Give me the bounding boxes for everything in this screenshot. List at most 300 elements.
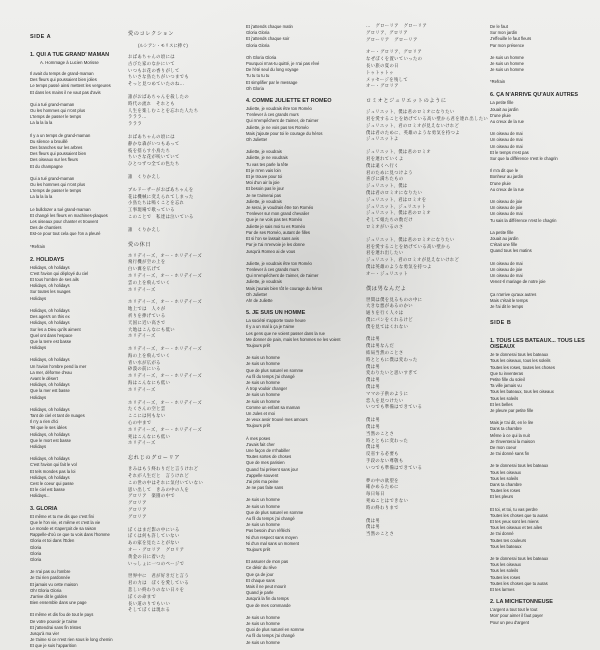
lyric-line: Mais j'aurais bien tôt le courage du héros xyxy=(246,285,323,291)
lyric-line: Bien ensemble dans une page xyxy=(30,600,87,606)
lyric-line: Me donner de pain, mais les hommes ne les voient xyxy=(246,336,341,342)
lyric-line: そして娘たちの数だけ xyxy=(366,218,413,224)
lyric-line: Je suis un homme xyxy=(246,361,280,367)
lyric-line: Tous les oiseaux, tous les soleils xyxy=(490,358,551,364)
lyric-stanza xyxy=(366,337,482,412)
lyric-line: Mais j'ajoute pour toi le courage du héros xyxy=(246,130,323,136)
lyric-line: Et simplifier par le message xyxy=(246,79,298,85)
lyric-line: Même à ce qui la nuit xyxy=(490,432,530,438)
lyric-line: Ta ville jamais vu xyxy=(490,383,522,389)
lyric-line: 大きな悪があるのかい xyxy=(366,304,413,310)
lyric-line: Le temps passé ainsi mettent les vergeures xyxy=(30,83,111,89)
lyric-line: Holidays, oh holidays xyxy=(30,264,70,270)
lyric-line: Je suis un homme xyxy=(246,522,280,528)
lyric-line: 飛行機が空の上を xyxy=(128,260,166,266)
lyric-line: 静かな森がいつもあって xyxy=(128,141,180,147)
lyric-line: Les oiseaux pour chanter et trouvent xyxy=(30,219,98,225)
lyric-line: ホリデイーズ xyxy=(128,441,156,447)
lyric-stanza xyxy=(246,318,374,349)
lyric-line: Et tes larmes xyxy=(490,587,515,593)
lyric-line: Par mon présence xyxy=(490,42,525,48)
lyric-line: 誰がおばあちゃんを殺したの xyxy=(128,94,190,100)
lyric-line: Holidays, oh holidays xyxy=(30,357,70,363)
lyric-line: Je suis un homme xyxy=(246,392,280,398)
lyric-line: 僕は男 xyxy=(366,525,381,531)
lyric-stanza xyxy=(128,467,238,521)
lyric-line: Le monde et s'aperçoit de sa raison xyxy=(30,525,97,531)
lyric-line: 君のために見つけよう xyxy=(366,170,413,176)
lyric-line: オー・グロリア、グロリア xyxy=(366,50,423,56)
lyric-line: Tous les oiseaux et tes ailes xyxy=(490,525,543,531)
lyric-stanza xyxy=(490,230,590,255)
lyric-line: 世間は僕を見るものの中に xyxy=(366,297,423,303)
lyric-line: Holidays, oh holidays xyxy=(30,406,70,412)
lyric-stanza xyxy=(128,55,238,89)
lyric-line: 僕は男 xyxy=(366,445,381,451)
lyric-line: Ou les hommes qui n'ont plus xyxy=(30,108,86,114)
lyric-line: Je pleure par petite fille xyxy=(490,407,534,413)
lyric-stanza xyxy=(490,100,590,125)
lyric-line: Je suis un homme xyxy=(246,379,280,385)
lyric-line: 死ぬことはできない xyxy=(366,499,409,505)
lyric-line: グローリア グローリア xyxy=(366,37,418,43)
lyric-line: 当然のことさ xyxy=(366,431,395,437)
lyric-line: Juliette, je voudrais xyxy=(246,279,282,285)
lyric-stanza xyxy=(366,479,482,513)
lyric-line: Mais je t'ai dit, en le lire xyxy=(490,420,534,426)
lyric-line: ジュリエット、君のロミオが見えないけれど xyxy=(366,123,460,129)
lyric-line: Qui a tué grand-maman xyxy=(30,175,75,181)
lyric-line: Et même et tu me dis que c'est fini xyxy=(30,513,94,519)
lyric-line: J'avais fait cher xyxy=(246,441,275,447)
lyric-line: Je suis un homme xyxy=(246,639,280,645)
lyric-stanza xyxy=(128,300,238,341)
lyric-line: 天国に近い高さで xyxy=(128,320,166,326)
lyric-line: ちいさな鳥たちがいつまでも xyxy=(128,75,190,81)
lyric-line: Gloria et toi dans l'Eden xyxy=(30,538,75,544)
lyric-stanza xyxy=(128,401,238,449)
lyric-line: Que la terre est basse xyxy=(30,338,72,344)
lyric-stanza xyxy=(490,168,590,193)
lyric-line: 君を愛することを妨げている高い壁から君を連れ出したい xyxy=(366,116,489,122)
lyric-stanza xyxy=(490,420,590,457)
lyric-stanza xyxy=(128,528,238,569)
lyric-line: Venez-Il mariage de notre joie xyxy=(490,279,546,285)
lyric-line: Et je trouve pour toi xyxy=(246,174,283,180)
lyric-line: T'enlever sur mon grand chevalier xyxy=(246,211,310,217)
lyric-line: そっと見つめていたのね… xyxy=(128,82,185,88)
lyric-line: Et le temps n'est pas xyxy=(490,149,529,155)
column-1-french-side-a xyxy=(30,24,120,649)
lyric-line: 時とともに変わった xyxy=(366,438,409,444)
lyric-line: Toujours prêt xyxy=(246,547,271,553)
lyric-stanza xyxy=(366,418,482,472)
lyric-line: Toutes les roses xyxy=(490,488,521,494)
lyric-line: Tu vas tes parle la tête xyxy=(246,161,289,167)
lyric-line: Sur que la différence n'est le chagrin xyxy=(490,156,558,162)
column-2-japanese xyxy=(128,24,238,614)
lyric-line: ジュリエット、ジュリエット xyxy=(366,204,427,210)
lyric-line: J'arrive dit le golden xyxy=(30,594,68,600)
lyric-line: Tu tu tu tu tu xyxy=(246,73,270,79)
lyric-line: Et jamais vu cette maison xyxy=(30,581,78,587)
lyric-line: Et j'attendrai sans fin tristes xyxy=(30,624,82,630)
lyric-line: 喜びに満ちたもの xyxy=(366,177,404,183)
lyric-line: あの家を見たことがない xyxy=(128,541,180,547)
lyric-stanza xyxy=(366,50,482,91)
lyric-line: 手段のない尊敬も xyxy=(366,459,404,465)
lyric-line: Il avait du temps de grand-maman xyxy=(30,71,94,76)
lyric-line: D'une pluie xyxy=(490,180,511,186)
lyric-line: Au creux de la rue xyxy=(490,119,524,125)
lyric-line: Il y a un mal à ça je t'aime xyxy=(246,324,295,330)
lyric-line: Je te donnerai tous les bateaux xyxy=(490,463,549,469)
lyric-line: ホリデイーズ、オー・ホリデイーズ xyxy=(128,253,203,259)
lyric-line: ホリデイーズ、オー・ホリデイーズ xyxy=(128,427,203,433)
lyric-line: ジュリエット、僕は xyxy=(366,184,408,190)
lyric-line: ぼくは何も許していない xyxy=(128,534,180,540)
lyric-line: Oh! Gloria Gloria xyxy=(30,587,62,593)
lyric-line: Je ne t'aimerai pas xyxy=(246,192,282,198)
lyric-line: 僕は君のロミオになりたい xyxy=(366,190,423,196)
lyric-line: 海の上を飛んでいく xyxy=(128,353,171,359)
lyric-stanza xyxy=(30,569,120,606)
lyric-stanza xyxy=(128,574,238,615)
lyric-line: Holidays, oh holidays xyxy=(30,320,70,326)
lyric-line: Tous les soleils xyxy=(490,475,519,481)
lyric-line: Un oiseau de joie xyxy=(490,199,523,205)
lyric-line: Il m'a dit que le xyxy=(490,168,519,174)
lyric-line: J'appelle souvent xyxy=(246,472,279,478)
lyric-line: ちいさな花が咲いていて xyxy=(128,155,180,161)
lyric-line: Je ne pas faite sans xyxy=(246,485,284,491)
lyric-line: この世の中はそれに気付いていない xyxy=(128,480,204,486)
lyric-line: Que de mes parisien xyxy=(246,460,285,466)
lyric-line: Et besoin pas le jour xyxy=(246,186,284,192)
lyric-stanza xyxy=(490,199,590,224)
lyric-line: J'effeuille le faut fleurs xyxy=(490,36,532,42)
lyric-line: Je t'ai rien pardonnée xyxy=(30,575,71,581)
lyric-line: Que le l'on vie, et même et c'est la vie xyxy=(30,519,101,525)
lyric-line: 時とともに僕は変わった xyxy=(366,357,418,363)
lyric-line: Ou les hommes qui n'ont plus xyxy=(30,182,86,188)
lyric-line: オー・グロリア xyxy=(366,84,399,90)
lyric-line: Ça n'arrive qu'aux autres xyxy=(490,291,537,297)
lyric-line: 時代の流れ それとも xyxy=(128,101,175,107)
lyric-line: Jouait au jardin xyxy=(490,236,519,242)
column-5-french-side-b xyxy=(490,24,590,625)
lyric-line: Et toi, et toi, tu vas perdre xyxy=(490,506,538,512)
lyric-line: Gloria xyxy=(30,550,42,556)
lyric-line: 変わりたいと思いすぎて xyxy=(366,371,418,377)
lyric-line: Je t'ai donné sans fin xyxy=(490,451,530,457)
lyric-line: ホリデイーズ、オー・ホリデイーズ xyxy=(128,273,203,279)
lyric-line: 大地はこんなにも低い xyxy=(128,327,175,333)
lyric-stanza xyxy=(128,135,238,169)
song-title: 6. ÇA N'ARRIVE QU'AUX AUTRES xyxy=(490,92,579,99)
lyric-line: Juliette, je voudrais xyxy=(246,149,282,155)
lyric-stanza xyxy=(246,559,374,609)
lyric-line: 恋人を見つけたい xyxy=(366,398,404,404)
lyric-line: Ce désir du rêve xyxy=(246,565,277,571)
song-subtitle: (ルシアン・モリスに捧ぐ) xyxy=(138,43,188,48)
lyric-stanza xyxy=(30,407,120,450)
lyric-stanza xyxy=(366,298,482,332)
lyric-line: Et même et dis fou de tout le pays xyxy=(30,612,94,618)
lyric-line: Je te donnerai tous les bateaux xyxy=(490,352,549,358)
lyric-line: ホリデイーズ、オー・ホリデイーズ xyxy=(128,300,203,306)
lyric-line: Juliette, je ne voudrais xyxy=(246,155,288,161)
lyric-line: Holidays xyxy=(30,345,47,351)
lyric-line: ママの子供のように xyxy=(366,391,409,397)
lyric-line: Je suis un homme xyxy=(246,621,280,627)
lyric-line: グロリア xyxy=(128,501,147,507)
lyric-line: Sur les a Dieu qu'ils aiment xyxy=(30,326,81,332)
lyric-line: Je suis un homme xyxy=(246,503,280,509)
lyric-line: 花は機械に変えられてしまった xyxy=(128,194,194,200)
lyric-line: 誰 くりかえし xyxy=(128,174,161,180)
lyric-stanza xyxy=(30,133,120,170)
lyric-line: トゥトゥトゥ xyxy=(366,70,394,76)
lyric-line: Quand l'ai présent sans jour xyxy=(246,466,299,472)
lyric-line: Qui m'empêchent de t'aimer, de t'aimer xyxy=(246,118,319,124)
lyric-stanza xyxy=(30,514,120,564)
lyric-line: 僕は男 xyxy=(366,385,381,391)
lyric-line: Tous les soleils xyxy=(490,395,519,401)
lyric-line: ここには何もない xyxy=(128,414,166,420)
lyric-line: ジュリエット、僕は君のロミオになりたい xyxy=(366,237,455,243)
lyric-line: Jouait au jardin xyxy=(490,106,519,112)
lyric-line: Que tu inventeras xyxy=(490,370,524,376)
lyric-line: ジュリエット、君のロミオが見えないけれど xyxy=(366,258,460,264)
lyric-line: Tous les oiseaux xyxy=(490,469,521,475)
song-title: 1. TOUS LES BATEAUX... TOUS LES OISEAUX xyxy=(490,338,585,351)
lyric-line: それが人生だと 言うけれど xyxy=(128,474,190,480)
lyric-line: … グローリア グローリア xyxy=(366,24,428,29)
lyric-line: L'temps de passer le temps xyxy=(30,114,82,120)
side-label: SIDE A xyxy=(30,34,52,40)
lyric-line: グロリア、グロリア xyxy=(366,30,408,36)
lyric-line: 時の終わりまで xyxy=(366,505,399,511)
lyric-line: ぼくはまだ影の中にいる xyxy=(128,527,180,533)
lyric-line: D'une pluie xyxy=(490,112,511,118)
lyric-line: Et dans les mains il ne vaut pas d'avis xyxy=(30,89,101,95)
song-title: ロミオとジュリエットのように xyxy=(366,98,447,105)
lyric-line: Juliette je sais moi tu es Roméo xyxy=(246,223,306,229)
lyric-stanza xyxy=(30,176,120,201)
lyric-line: Et que je suis l'apparition xyxy=(30,643,77,649)
lyric-line: Que ça de jour xyxy=(246,571,274,577)
lyric-line: Que je ne vois pas tes Roméo xyxy=(246,217,303,223)
lyric-line: 夢の中の欲望を xyxy=(366,478,399,484)
lyric-line: 僕は男 xyxy=(366,425,381,431)
lyric-line: C'est l'avion qui déployé du ciel xyxy=(30,270,89,276)
lyric-line: 僕は君のために、英雄のような勇気を持つよ xyxy=(366,130,460,136)
lyric-line: T'enlever à ces grands murs xyxy=(246,112,299,118)
lyric-line: Je t'aime si ce n'est rien sous le long chemin xyxy=(30,637,113,643)
lyric-stanza xyxy=(490,292,590,311)
lyric-line: Holidays, oh holidays xyxy=(30,474,70,480)
lyric-line: Je suis un homme xyxy=(246,355,280,361)
lyric-line: ホリデイーズ xyxy=(128,334,156,340)
lyric-line: Des de chantiers xyxy=(30,225,62,231)
lyric-line: Et tous l'ombre de ses ails xyxy=(30,277,79,283)
lyric-line: ロミオがいるのさ xyxy=(366,224,404,230)
lyric-line: La petite fille xyxy=(490,100,514,106)
lyric-line: Du silence a brouillé xyxy=(30,138,68,144)
song-title: 5. JE SUIS UN HOMME xyxy=(246,310,306,317)
lyric-line: 確かめるために xyxy=(366,485,399,491)
lyric-line: Qui m'empêchent de t'aimer, de t'aimer xyxy=(246,273,319,279)
song-title: 4. COMME JULIETTE ET ROMEO xyxy=(246,98,332,105)
lyric-line: De le faut xyxy=(490,24,508,29)
lyric-line: 通りを行く人々は xyxy=(366,311,404,317)
lyric-line: Holidays, oh holidays xyxy=(30,307,70,313)
lyric-stanza xyxy=(30,265,120,302)
lyric-stanza xyxy=(490,352,590,414)
lyric-line: Gloria Gloria xyxy=(246,30,270,36)
lyric-line: Je t'inventerai la maison xyxy=(490,438,535,444)
lyric-line: 誰 くりかえし xyxy=(128,227,161,233)
lyric-line: Je suis un homme xyxy=(490,67,524,73)
lyric-line: À trop vouloir changer xyxy=(246,386,287,392)
lyric-line: Ni d'un mal sans un moment xyxy=(246,540,299,546)
lyric-stanza xyxy=(246,149,374,254)
lyric-line: Je suis un homme xyxy=(490,54,524,60)
lyric-line: Juliette, je voudrais être ton Roméo xyxy=(246,106,312,112)
lyric-line: 僕は男 xyxy=(366,337,381,343)
lyric-line: 僕にパンをくれるけど xyxy=(366,317,413,323)
lyric-line: 枝を揺らす小鳥たち xyxy=(128,148,171,154)
song-title: 3. GLORIA xyxy=(30,505,58,512)
lyric-line: 僕は英雄のような勇気を持つよ xyxy=(366,264,432,270)
lyric-line: 青い水が広がる xyxy=(128,360,161,366)
lyric-stanza xyxy=(490,131,590,162)
lyric-line: Sur toutes les nuages xyxy=(30,289,71,295)
song-title: 愛のコレクション xyxy=(128,31,175,37)
lyric-stanza xyxy=(490,261,590,286)
lyric-line: Dans ta chambre xyxy=(490,481,522,487)
lyric-line: ブルドーザーがおばあちゃんを xyxy=(128,187,194,193)
lyric-line: Le bulldozer a tué grand-maman xyxy=(30,206,91,212)
lyric-line: 君を連れていくよ xyxy=(366,156,404,162)
lyric-line: Au fil du temps j'ai changé xyxy=(246,373,295,379)
refrain-note: *Refrain xyxy=(30,243,46,249)
lyric-line: Holidays, oh holidays xyxy=(30,456,70,462)
lyric-line: 海はこんなにも低い xyxy=(128,381,171,387)
lyric-line: Toujours prêt xyxy=(246,342,271,348)
lyric-line: De mon coeur xyxy=(490,444,517,450)
lyric-stanza xyxy=(490,556,590,593)
lyric-line: Holidays xyxy=(30,295,47,301)
lyric-line: Cest le coeur qui passe xyxy=(30,480,74,486)
lyric-stanza xyxy=(246,615,374,646)
lyric-line: La mer, déforme d'eau xyxy=(30,369,72,375)
lyric-line: 僕は男 xyxy=(366,378,381,384)
lyric-line: Je suis un homme xyxy=(490,61,524,67)
lyric-line: Mais c'était le temps xyxy=(490,297,528,303)
lyric-line: Holidays, oh holidays xyxy=(30,431,70,437)
lyric-stanza xyxy=(30,102,120,127)
lyric-line: Tu sais la différence n'est le chagrin xyxy=(490,217,557,223)
lyric-line: Quand je parle xyxy=(246,590,274,596)
lyric-line: Que la mer est basse xyxy=(30,388,70,394)
lyric-stanza xyxy=(366,110,489,144)
lyric-stanza xyxy=(128,347,238,395)
lyric-stanza xyxy=(366,150,482,232)
lyric-line: Toutes les choses que tu auras xyxy=(490,580,548,586)
lyric-line: Juliette, je voudrais être ton Roméo xyxy=(246,260,312,266)
lyric-line: Je suis un homme xyxy=(246,497,280,503)
lyric-line: Gloria Gloria xyxy=(246,42,270,48)
lyric-stanza xyxy=(30,357,120,400)
lyric-line: 工事現場で歌っている xyxy=(128,208,175,214)
lyric-line: Et changé les fleurs en machines-plaques xyxy=(30,212,108,218)
lyric-line: Toutes les roses xyxy=(490,574,521,580)
lyric-line: いっしょに一つのページで xyxy=(128,561,185,567)
lyric-line: De l'été seul du long voyage xyxy=(246,67,299,73)
lyric-line: Holidays... xyxy=(30,493,50,499)
lyric-line: L'temps de passer le temps xyxy=(30,188,82,194)
lyric-stanza xyxy=(366,238,482,279)
lyric-stanza xyxy=(128,228,238,235)
song-title: 2. HOLIDAYS xyxy=(30,256,65,263)
lyric-line: 僕は男なんだ xyxy=(366,344,395,350)
lyric-line: 君を愛することを妨げている高い壁から xyxy=(366,244,451,250)
lyric-line: 結局当然のことさ xyxy=(366,351,404,357)
lyric-line: Je t'ai donné xyxy=(490,531,514,537)
lyric-stanza xyxy=(246,24,374,49)
lyric-line: 僕は男 xyxy=(366,518,381,524)
lyric-line: Un oiseau de mai xyxy=(490,260,523,266)
lyric-line: T'enlever à ces grands murs xyxy=(246,266,299,272)
lyric-line: Tous les soleils xyxy=(490,568,519,574)
lyric-line: Un Jules et moi xyxy=(246,410,275,416)
lyric-line: Oh Gloria Gloria xyxy=(246,54,277,60)
lyric-line: ぼくの命まで xyxy=(128,594,157,600)
lyric-line: Quand tous les matins xyxy=(490,248,532,254)
lyric-line: Rappelle-d'où ce que tu vois dans l'homme xyxy=(30,532,110,538)
lyric-stanza xyxy=(490,24,590,49)
lyric-line: ラララ… xyxy=(128,115,147,121)
lyric-line: Un l'avion l'ombre pend la mer xyxy=(30,363,87,369)
lyric-line: Je suis un homme xyxy=(246,614,280,620)
lyric-line: Toutes les choses que tu auras xyxy=(490,512,548,518)
lyric-line: Dans ta chambre xyxy=(490,426,522,432)
lyric-line: Au fil du temps j'ai changé xyxy=(246,516,295,522)
lyric-line: Comme un enfant sa maman xyxy=(246,404,300,410)
lyric-line: Qui a tué grand-maman xyxy=(30,101,75,107)
lyric-line: Toutes tes couleurs xyxy=(490,537,527,543)
lyric-line: Tous les bateaux xyxy=(490,543,522,549)
column-4-japanese xyxy=(366,24,489,592)
lyric-line: ラララ xyxy=(128,122,143,128)
lyric-line: 悲しい終わりのない日々を xyxy=(128,588,185,593)
lyric-stanza xyxy=(246,436,374,492)
lyric-stanza xyxy=(490,507,590,550)
lyric-line: Juliette, je voudrais xyxy=(246,198,282,204)
lyric-line: Et j'attends chaque soir xyxy=(246,36,290,42)
lyric-line: Il y a un temps de grand-maman xyxy=(30,132,91,138)
song-title: 僕は男なんだよ xyxy=(366,285,407,292)
lyric-line: Les gens que ne voient passer dans la rue xyxy=(246,330,325,336)
lyric-line: Un oiseau de mai xyxy=(490,211,523,217)
lyric-line: Toutes les roses, toutes les choses xyxy=(490,364,555,370)
lyric-line: Est-ce pour tout cela que l'on a pleuré xyxy=(30,231,101,237)
lyric-line: Ni d'un respect sans moyen xyxy=(246,534,298,540)
lyric-line: Jusqu'à la fin du temps xyxy=(246,596,289,602)
lyric-line: Des fleurs qui poussaient bien xyxy=(30,151,87,157)
